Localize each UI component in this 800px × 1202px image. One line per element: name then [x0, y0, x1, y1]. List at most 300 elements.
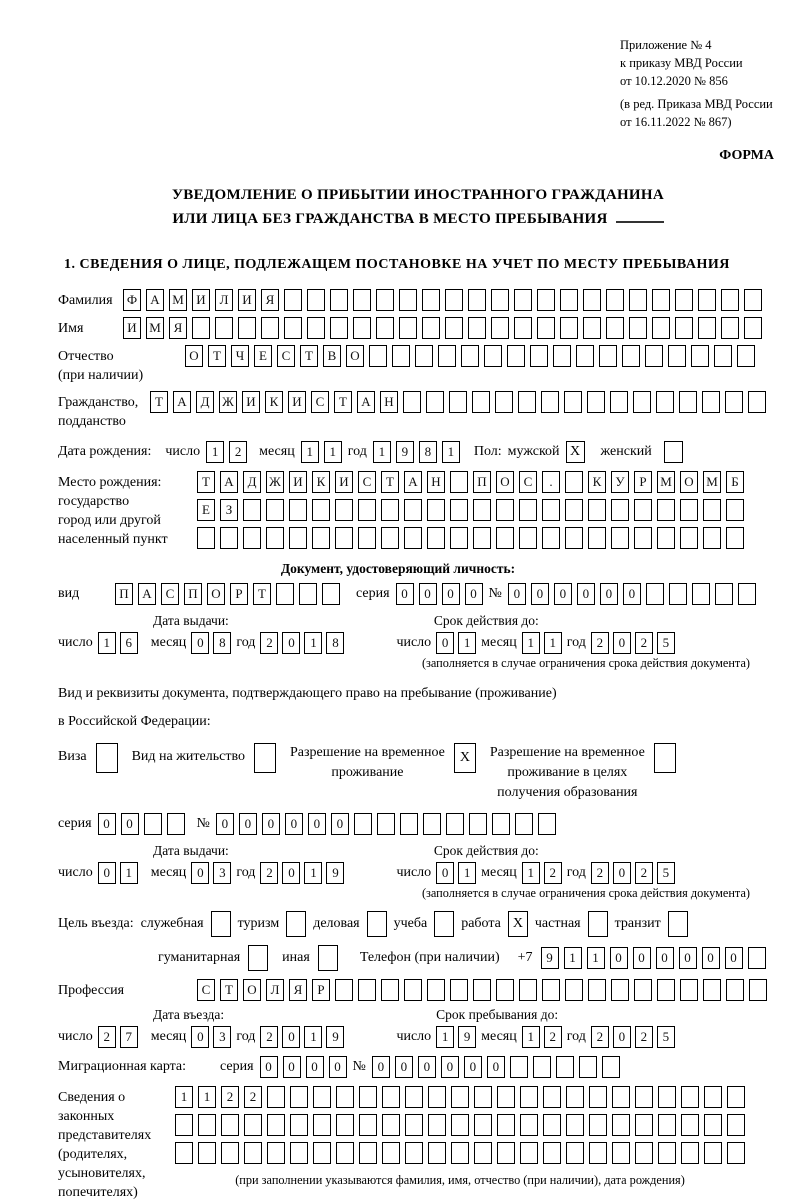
char-cell[interactable]: [415, 345, 433, 367]
char-cell[interactable]: 2: [544, 862, 562, 884]
char-cell[interactable]: [469, 813, 487, 835]
char-cell[interactable]: [313, 1142, 331, 1164]
char-cell[interactable]: 1: [522, 632, 540, 654]
char-cell[interactable]: [381, 979, 399, 1001]
char-cell[interactable]: [376, 289, 394, 311]
char-cell[interactable]: [658, 1086, 676, 1108]
birth-month-cells[interactable]: [301, 441, 342, 463]
char-cell[interactable]: [583, 317, 601, 339]
char-cell[interactable]: [612, 1142, 630, 1164]
char-cell[interactable]: [450, 979, 468, 1001]
char-cell[interactable]: [680, 527, 698, 549]
char-cell[interactable]: 5: [657, 632, 675, 654]
purpose-private-checkbox[interactable]: [588, 911, 608, 937]
char-cell[interactable]: 1: [522, 862, 540, 884]
char-cell[interactable]: И: [192, 289, 210, 311]
char-cell[interactable]: Я: [289, 979, 307, 1001]
char-cell[interactable]: 2: [591, 1026, 609, 1048]
char-cell[interactable]: [474, 1086, 492, 1108]
char-cell[interactable]: [725, 391, 743, 413]
char-cell[interactable]: М: [169, 289, 187, 311]
char-cell[interactable]: 2: [635, 1026, 653, 1048]
char-cell[interactable]: [629, 317, 647, 339]
char-cell[interactable]: 0: [702, 947, 720, 969]
char-cell[interactable]: [307, 317, 325, 339]
char-cell[interactable]: 0: [262, 813, 280, 835]
char-cell[interactable]: 3: [213, 862, 231, 884]
char-cell[interactable]: [299, 583, 317, 605]
char-cell[interactable]: [427, 527, 445, 549]
char-cell[interactable]: [634, 979, 652, 1001]
char-cell[interactable]: [703, 527, 721, 549]
char-cell[interactable]: Ж: [266, 471, 284, 493]
char-cell[interactable]: 0: [442, 583, 460, 605]
char-cell[interactable]: [589, 1086, 607, 1108]
char-cell[interactable]: 8: [213, 632, 231, 654]
doc-issue-day-cells[interactable]: [98, 632, 138, 654]
char-cell[interactable]: [514, 317, 532, 339]
char-cell[interactable]: [737, 345, 755, 367]
char-cell[interactable]: 0: [418, 1056, 436, 1078]
char-cell[interactable]: [703, 499, 721, 521]
char-cell[interactable]: [681, 1142, 699, 1164]
char-cell[interactable]: 9: [326, 862, 344, 884]
char-cell[interactable]: 1: [373, 441, 391, 463]
char-cell[interactable]: [330, 289, 348, 311]
char-cell[interactable]: [451, 1114, 469, 1136]
char-cell[interactable]: [427, 979, 445, 1001]
char-cell[interactable]: [748, 391, 766, 413]
birth-day-cells[interactable]: [206, 441, 247, 463]
char-cell[interactable]: С: [358, 471, 376, 493]
char-cell[interactable]: [369, 345, 387, 367]
char-cell[interactable]: [669, 583, 687, 605]
char-cell[interactable]: 0: [633, 947, 651, 969]
char-cell[interactable]: 2: [260, 862, 278, 884]
char-cell[interactable]: [721, 289, 739, 311]
char-cell[interactable]: [727, 1142, 745, 1164]
char-cell[interactable]: [681, 1086, 699, 1108]
char-cell[interactable]: 0: [308, 813, 326, 835]
char-cell[interactable]: 0: [419, 583, 437, 605]
char-cell[interactable]: И: [289, 471, 307, 493]
char-cell[interactable]: [266, 527, 284, 549]
char-cell[interactable]: [167, 813, 185, 835]
char-cell[interactable]: 0: [282, 1026, 300, 1048]
char-cell[interactable]: О: [243, 979, 261, 1001]
char-cell[interactable]: [635, 1114, 653, 1136]
char-cell[interactable]: О: [496, 471, 514, 493]
char-cell[interactable]: [657, 979, 675, 1001]
char-cell[interactable]: [428, 1086, 446, 1108]
char-cell[interactable]: 0: [623, 583, 641, 605]
char-cell[interactable]: [543, 1114, 561, 1136]
male-checkbox[interactable]: X: [566, 441, 585, 463]
char-cell[interactable]: [330, 317, 348, 339]
char-cell[interactable]: [400, 813, 418, 835]
birth-place-cells-row3[interactable]: [197, 527, 744, 549]
char-cell[interactable]: [541, 391, 559, 413]
char-cell[interactable]: И: [335, 471, 353, 493]
char-cell[interactable]: 0: [487, 1056, 505, 1078]
char-cell[interactable]: [542, 979, 560, 1001]
char-cell[interactable]: 0: [613, 1026, 631, 1048]
char-cell[interactable]: [404, 527, 422, 549]
char-cell[interactable]: [445, 289, 463, 311]
char-cell[interactable]: [244, 1142, 262, 1164]
char-cell[interactable]: 2: [591, 862, 609, 884]
char-cell[interactable]: 0: [285, 813, 303, 835]
char-cell[interactable]: [703, 979, 721, 1001]
char-cell[interactable]: [461, 345, 479, 367]
char-cell[interactable]: [492, 813, 510, 835]
char-cell[interactable]: И: [238, 289, 256, 311]
char-cell[interactable]: С: [277, 345, 295, 367]
char-cell[interactable]: 3: [213, 1026, 231, 1048]
char-cell[interactable]: .: [542, 471, 560, 493]
char-cell[interactable]: [284, 317, 302, 339]
char-cell[interactable]: [588, 979, 606, 1001]
char-cell[interactable]: [359, 1114, 377, 1136]
char-cell[interactable]: [392, 345, 410, 367]
char-cell[interactable]: [658, 1114, 676, 1136]
entry-month-cells[interactable]: [191, 1026, 231, 1048]
char-cell[interactable]: А: [220, 471, 238, 493]
char-cell[interactable]: Т: [150, 391, 168, 413]
char-cell[interactable]: М: [146, 317, 164, 339]
char-cell[interactable]: [518, 391, 536, 413]
doc-issue-month-cells[interactable]: [191, 632, 231, 654]
char-cell[interactable]: [646, 583, 664, 605]
char-cell[interactable]: [543, 1086, 561, 1108]
char-cell[interactable]: [192, 317, 210, 339]
char-cell[interactable]: [335, 979, 353, 1001]
res-series-cells[interactable]: [98, 813, 185, 835]
char-cell[interactable]: 1: [544, 632, 562, 654]
char-cell[interactable]: [198, 1114, 216, 1136]
char-cell[interactable]: [403, 391, 421, 413]
char-cell[interactable]: 1: [120, 862, 138, 884]
birth-year-cells[interactable]: [373, 441, 460, 463]
purpose-work-checkbox[interactable]: X: [508, 911, 528, 937]
char-cell[interactable]: А: [173, 391, 191, 413]
char-cell[interactable]: [449, 391, 467, 413]
char-cell[interactable]: [588, 499, 606, 521]
char-cell[interactable]: [698, 289, 716, 311]
char-cell[interactable]: [313, 1086, 331, 1108]
char-cell[interactable]: Т: [208, 345, 226, 367]
char-cell[interactable]: 1: [587, 947, 605, 969]
char-cell[interactable]: [336, 1142, 354, 1164]
char-cell[interactable]: В: [323, 345, 341, 367]
char-cell[interactable]: К: [312, 471, 330, 493]
char-cell[interactable]: [514, 289, 532, 311]
char-cell[interactable]: [336, 1086, 354, 1108]
char-cell[interactable]: [358, 499, 376, 521]
char-cell[interactable]: [450, 499, 468, 521]
char-cell[interactable]: 0: [306, 1056, 324, 1078]
char-cell[interactable]: [714, 345, 732, 367]
doc-valid-year-cells[interactable]: [591, 632, 675, 654]
char-cell[interactable]: [497, 1142, 515, 1164]
char-cell[interactable]: 2: [635, 862, 653, 884]
char-cell[interactable]: [565, 471, 583, 493]
citizenship-cells[interactable]: [150, 391, 766, 413]
char-cell[interactable]: [566, 1086, 584, 1108]
char-cell[interactable]: 0: [98, 813, 116, 835]
char-cell[interactable]: [266, 499, 284, 521]
char-cell[interactable]: [428, 1114, 446, 1136]
birth-place-cells-row1[interactable]: [197, 471, 744, 493]
char-cell[interactable]: 1: [304, 862, 322, 884]
char-cell[interactable]: [560, 317, 578, 339]
char-cell[interactable]: 0: [191, 632, 209, 654]
char-cell[interactable]: Т: [220, 979, 238, 1001]
stay-day-cells[interactable]: [436, 1026, 476, 1048]
char-cell[interactable]: [680, 499, 698, 521]
mig-series-cells[interactable]: [260, 1056, 347, 1078]
char-cell[interactable]: [538, 813, 556, 835]
char-cell[interactable]: [533, 1056, 551, 1078]
char-cell[interactable]: А: [138, 583, 156, 605]
char-cell[interactable]: [244, 1114, 262, 1136]
char-cell[interactable]: С: [519, 471, 537, 493]
char-cell[interactable]: 0: [656, 947, 674, 969]
char-cell[interactable]: К: [265, 391, 283, 413]
char-cell[interactable]: [702, 391, 720, 413]
char-cell[interactable]: [675, 289, 693, 311]
char-cell[interactable]: 9: [458, 1026, 476, 1048]
char-cell[interactable]: 1: [442, 441, 460, 463]
char-cell[interactable]: 1: [522, 1026, 540, 1048]
char-cell[interactable]: 0: [436, 632, 454, 654]
char-cell[interactable]: [445, 317, 463, 339]
char-cell[interactable]: [515, 813, 533, 835]
char-cell[interactable]: Ж: [219, 391, 237, 413]
char-cell[interactable]: 0: [600, 583, 618, 605]
doc-type-cells[interactable]: [115, 583, 340, 605]
char-cell[interactable]: Л: [266, 979, 284, 1001]
char-cell[interactable]: [668, 345, 686, 367]
temp-residence-edu-checkbox[interactable]: [654, 743, 676, 773]
char-cell[interactable]: [510, 1056, 528, 1078]
char-cell[interactable]: 0: [191, 1026, 209, 1048]
char-cell[interactable]: 0: [260, 1056, 278, 1078]
char-cell[interactable]: [267, 1114, 285, 1136]
representatives-cells-row3[interactable]: [175, 1142, 745, 1164]
char-cell[interactable]: 5: [657, 1026, 675, 1048]
char-cell[interactable]: О: [207, 583, 225, 605]
doc-issue-year-cells[interactable]: [260, 632, 344, 654]
char-cell[interactable]: [446, 813, 464, 835]
char-cell[interactable]: [519, 979, 537, 1001]
char-cell[interactable]: [583, 289, 601, 311]
char-cell[interactable]: [610, 391, 628, 413]
char-cell[interactable]: [198, 1142, 216, 1164]
char-cell[interactable]: [566, 1114, 584, 1136]
char-cell[interactable]: 1: [324, 441, 342, 463]
char-cell[interactable]: А: [404, 471, 422, 493]
char-cell[interactable]: К: [588, 471, 606, 493]
char-cell[interactable]: [451, 1142, 469, 1164]
char-cell[interactable]: Т: [334, 391, 352, 413]
char-cell[interactable]: [611, 527, 629, 549]
char-cell[interactable]: [359, 1086, 377, 1108]
char-cell[interactable]: 1: [304, 1026, 322, 1048]
char-cell[interactable]: 2: [244, 1086, 262, 1108]
char-cell[interactable]: М: [657, 471, 675, 493]
char-cell[interactable]: [588, 527, 606, 549]
char-cell[interactable]: 8: [419, 441, 437, 463]
char-cell[interactable]: [656, 391, 674, 413]
char-cell[interactable]: 0: [396, 583, 414, 605]
char-cell[interactable]: [715, 583, 733, 605]
char-cell[interactable]: [645, 345, 663, 367]
char-cell[interactable]: [438, 345, 456, 367]
char-cell[interactable]: [727, 1086, 745, 1108]
char-cell[interactable]: [634, 527, 652, 549]
char-cell[interactable]: [634, 499, 652, 521]
char-cell[interactable]: [553, 345, 571, 367]
char-cell[interactable]: [560, 289, 578, 311]
char-cell[interactable]: [565, 527, 583, 549]
char-cell[interactable]: [704, 1142, 722, 1164]
char-cell[interactable]: Н: [427, 471, 445, 493]
purpose-study-checkbox[interactable]: [434, 911, 454, 937]
char-cell[interactable]: 8: [326, 632, 344, 654]
visa-checkbox[interactable]: [96, 743, 118, 773]
char-cell[interactable]: [497, 1114, 515, 1136]
char-cell[interactable]: [284, 289, 302, 311]
char-cell[interactable]: Р: [634, 471, 652, 493]
char-cell[interactable]: [589, 1142, 607, 1164]
char-cell[interactable]: [484, 345, 502, 367]
char-cell[interactable]: [313, 1114, 331, 1136]
char-cell[interactable]: 9: [326, 1026, 344, 1048]
char-cell[interactable]: [290, 1142, 308, 1164]
char-cell[interactable]: 2: [260, 632, 278, 654]
char-cell[interactable]: [748, 947, 766, 969]
residence-permit-checkbox[interactable]: [254, 743, 276, 773]
char-cell[interactable]: 1: [458, 862, 476, 884]
char-cell[interactable]: [404, 979, 422, 1001]
char-cell[interactable]: 0: [531, 583, 549, 605]
char-cell[interactable]: [652, 289, 670, 311]
char-cell[interactable]: Т: [253, 583, 271, 605]
char-cell[interactable]: [635, 1142, 653, 1164]
char-cell[interactable]: [657, 527, 675, 549]
char-cell[interactable]: И: [242, 391, 260, 413]
char-cell[interactable]: [197, 527, 215, 549]
char-cell[interactable]: [657, 499, 675, 521]
char-cell[interactable]: [520, 1142, 538, 1164]
char-cell[interactable]: [704, 1086, 722, 1108]
char-cell[interactable]: 0: [613, 862, 631, 884]
birth-place-cells-row2[interactable]: [197, 499, 744, 521]
char-cell[interactable]: [474, 1142, 492, 1164]
char-cell[interactable]: Е: [254, 345, 272, 367]
char-cell[interactable]: [473, 499, 491, 521]
char-cell[interactable]: [381, 527, 399, 549]
res-number-cells[interactable]: [216, 813, 556, 835]
char-cell[interactable]: [496, 527, 514, 549]
char-cell[interactable]: [691, 345, 709, 367]
entry-day-cells[interactable]: [98, 1026, 138, 1048]
phone-cells[interactable]: [541, 947, 766, 969]
doc-number-cells[interactable]: [508, 583, 756, 605]
char-cell[interactable]: [261, 317, 279, 339]
given-name-cells[interactable]: [123, 317, 762, 339]
char-cell[interactable]: [312, 499, 330, 521]
char-cell[interactable]: [238, 317, 256, 339]
char-cell[interactable]: С: [161, 583, 179, 605]
char-cell[interactable]: [427, 499, 445, 521]
char-cell[interactable]: [353, 289, 371, 311]
char-cell[interactable]: [405, 1086, 423, 1108]
representatives-cells-row2[interactable]: [175, 1114, 745, 1136]
female-checkbox[interactable]: [664, 441, 683, 463]
char-cell[interactable]: 0: [679, 947, 697, 969]
mig-number-cells[interactable]: [372, 1056, 620, 1078]
char-cell[interactable]: [175, 1114, 193, 1136]
char-cell[interactable]: [491, 289, 509, 311]
char-cell[interactable]: [354, 813, 372, 835]
char-cell[interactable]: 0: [331, 813, 349, 835]
char-cell[interactable]: 0: [613, 632, 631, 654]
char-cell[interactable]: [289, 527, 307, 549]
char-cell[interactable]: 0: [282, 632, 300, 654]
char-cell[interactable]: [721, 317, 739, 339]
char-cell[interactable]: 6: [120, 632, 138, 654]
doc-valid-day-cells[interactable]: [436, 632, 476, 654]
char-cell[interactable]: 0: [725, 947, 743, 969]
char-cell[interactable]: [450, 471, 468, 493]
res-issue-month-cells[interactable]: [191, 862, 231, 884]
doc-series-cells[interactable]: [396, 583, 483, 605]
char-cell[interactable]: [520, 1086, 538, 1108]
representatives-cells-row1[interactable]: [175, 1086, 745, 1108]
char-cell[interactable]: [496, 499, 514, 521]
char-cell[interactable]: [612, 1086, 630, 1108]
char-cell[interactable]: [727, 1114, 745, 1136]
res-valid-year-cells[interactable]: [591, 862, 675, 884]
char-cell[interactable]: [565, 499, 583, 521]
char-cell[interactable]: 2: [229, 441, 247, 463]
char-cell[interactable]: [542, 527, 560, 549]
char-cell[interactable]: [290, 1114, 308, 1136]
char-cell[interactable]: [556, 1056, 574, 1078]
char-cell[interactable]: 0: [465, 583, 483, 605]
char-cell[interactable]: [289, 499, 307, 521]
char-cell[interactable]: О: [680, 471, 698, 493]
char-cell[interactable]: Я: [261, 289, 279, 311]
char-cell[interactable]: 0: [464, 1056, 482, 1078]
char-cell[interactable]: 7: [120, 1026, 138, 1048]
char-cell[interactable]: [399, 289, 417, 311]
char-cell[interactable]: 0: [239, 813, 257, 835]
char-cell[interactable]: [704, 1114, 722, 1136]
char-cell[interactable]: [675, 317, 693, 339]
temp-residence-checkbox[interactable]: X: [454, 743, 476, 773]
char-cell[interactable]: [276, 583, 294, 605]
char-cell[interactable]: 1: [564, 947, 582, 969]
char-cell[interactable]: [422, 289, 440, 311]
char-cell[interactable]: [404, 499, 422, 521]
char-cell[interactable]: [537, 317, 555, 339]
char-cell[interactable]: [473, 979, 491, 1001]
char-cell[interactable]: 9: [396, 441, 414, 463]
char-cell[interactable]: 9: [541, 947, 559, 969]
